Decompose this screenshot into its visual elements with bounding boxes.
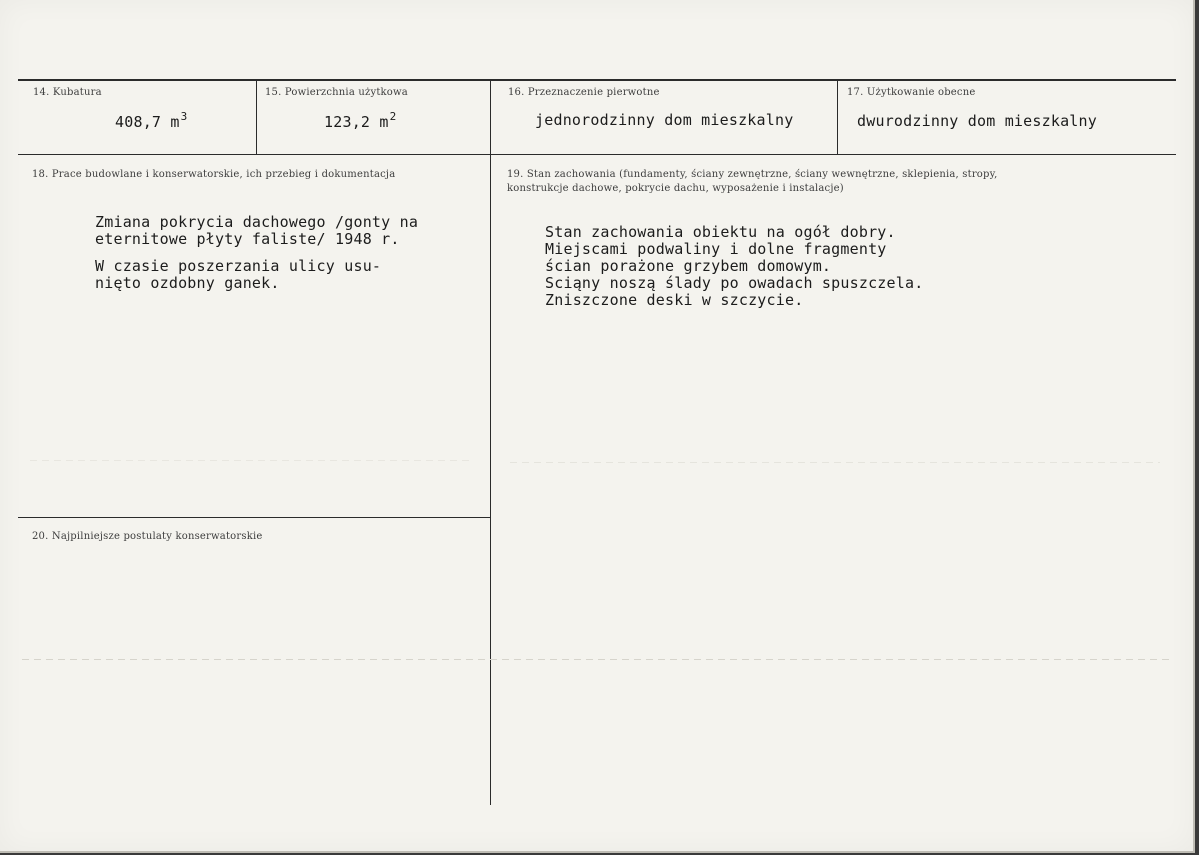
divider-16-17 — [837, 80, 838, 155]
top-rule — [18, 79, 1176, 81]
stan-line: ścian porażone grzybem domowym. — [545, 257, 832, 275]
powierzchnia-number: 123,2 m — [324, 113, 389, 131]
faint-line — [22, 659, 1172, 660]
kubatura-value — [115, 110, 187, 131]
prace-line: nięto ozdobny ganek. — [95, 274, 280, 292]
stan-line: Miejscami podwaliny i dolne fragmenty — [545, 240, 887, 258]
divider-14-15 — [256, 80, 257, 155]
prace-line: eternitowe płyty faliste/ 1948 r. — [95, 230, 400, 248]
stan-line: Stan zachowania obiektu na ogół dobry. — [545, 223, 896, 241]
kubatura-number: 408,7 m — [115, 113, 180, 131]
stan-line: Zniszczone deski w szczycie. — [545, 291, 804, 309]
powierzchnia-exponent: 2 — [389, 110, 397, 123]
uzytkowanie-label: 17. Użytkowanie obecne — [847, 87, 976, 98]
prace-label: 18. Prace budowlane i konserwatorskie, ich przebieg i dokumentacja — [32, 169, 396, 180]
postulaty-label: 20. Najpilniejsze postulaty konserwatorskie — [32, 531, 263, 542]
prace-paragraph-1 — [95, 214, 418, 248]
stan-text — [545, 224, 923, 309]
prace-line: W czasie poszerzania ulicy usu- — [95, 257, 382, 275]
divider-15-16 — [490, 80, 491, 805]
stan-label-line1: 19. Stan zachowania (fundamenty, ściany zewnętrzne, ściany wewnętrzne, sklepienia, stropy, — [507, 169, 998, 180]
powierzchnia-label: 15. Powierzchnia użytkowa — [265, 87, 408, 98]
przeznaczenie-value: jednorodzinny dom mieszkalny — [535, 111, 794, 129]
prace-paragraph-2 — [95, 258, 381, 292]
stan-line: Sciąny noszą ślady po owadach spuszczela. — [545, 274, 924, 292]
stan-label-line2: konstrukcje dachowe, pokrycie dachu, wyposażenie i instalacje) — [507, 183, 844, 194]
prace-line: Zmiana pokrycia dachowego /gonty na — [95, 213, 419, 231]
przeznaczenie-label: 16. Przeznaczenie pierwotne — [508, 87, 660, 98]
powierzchnia-value — [324, 110, 396, 131]
faint-line — [30, 460, 470, 461]
uzytkowanie-value: dwurodzinny dom mieszkalny — [857, 112, 1097, 130]
section-18-20-rule — [18, 517, 490, 518]
header-bottom-rule — [18, 154, 1176, 155]
kubatura-exponent: 3 — [180, 110, 188, 123]
faint-line — [510, 462, 1160, 463]
kubatura-label: 14. Kubatura — [33, 87, 102, 98]
